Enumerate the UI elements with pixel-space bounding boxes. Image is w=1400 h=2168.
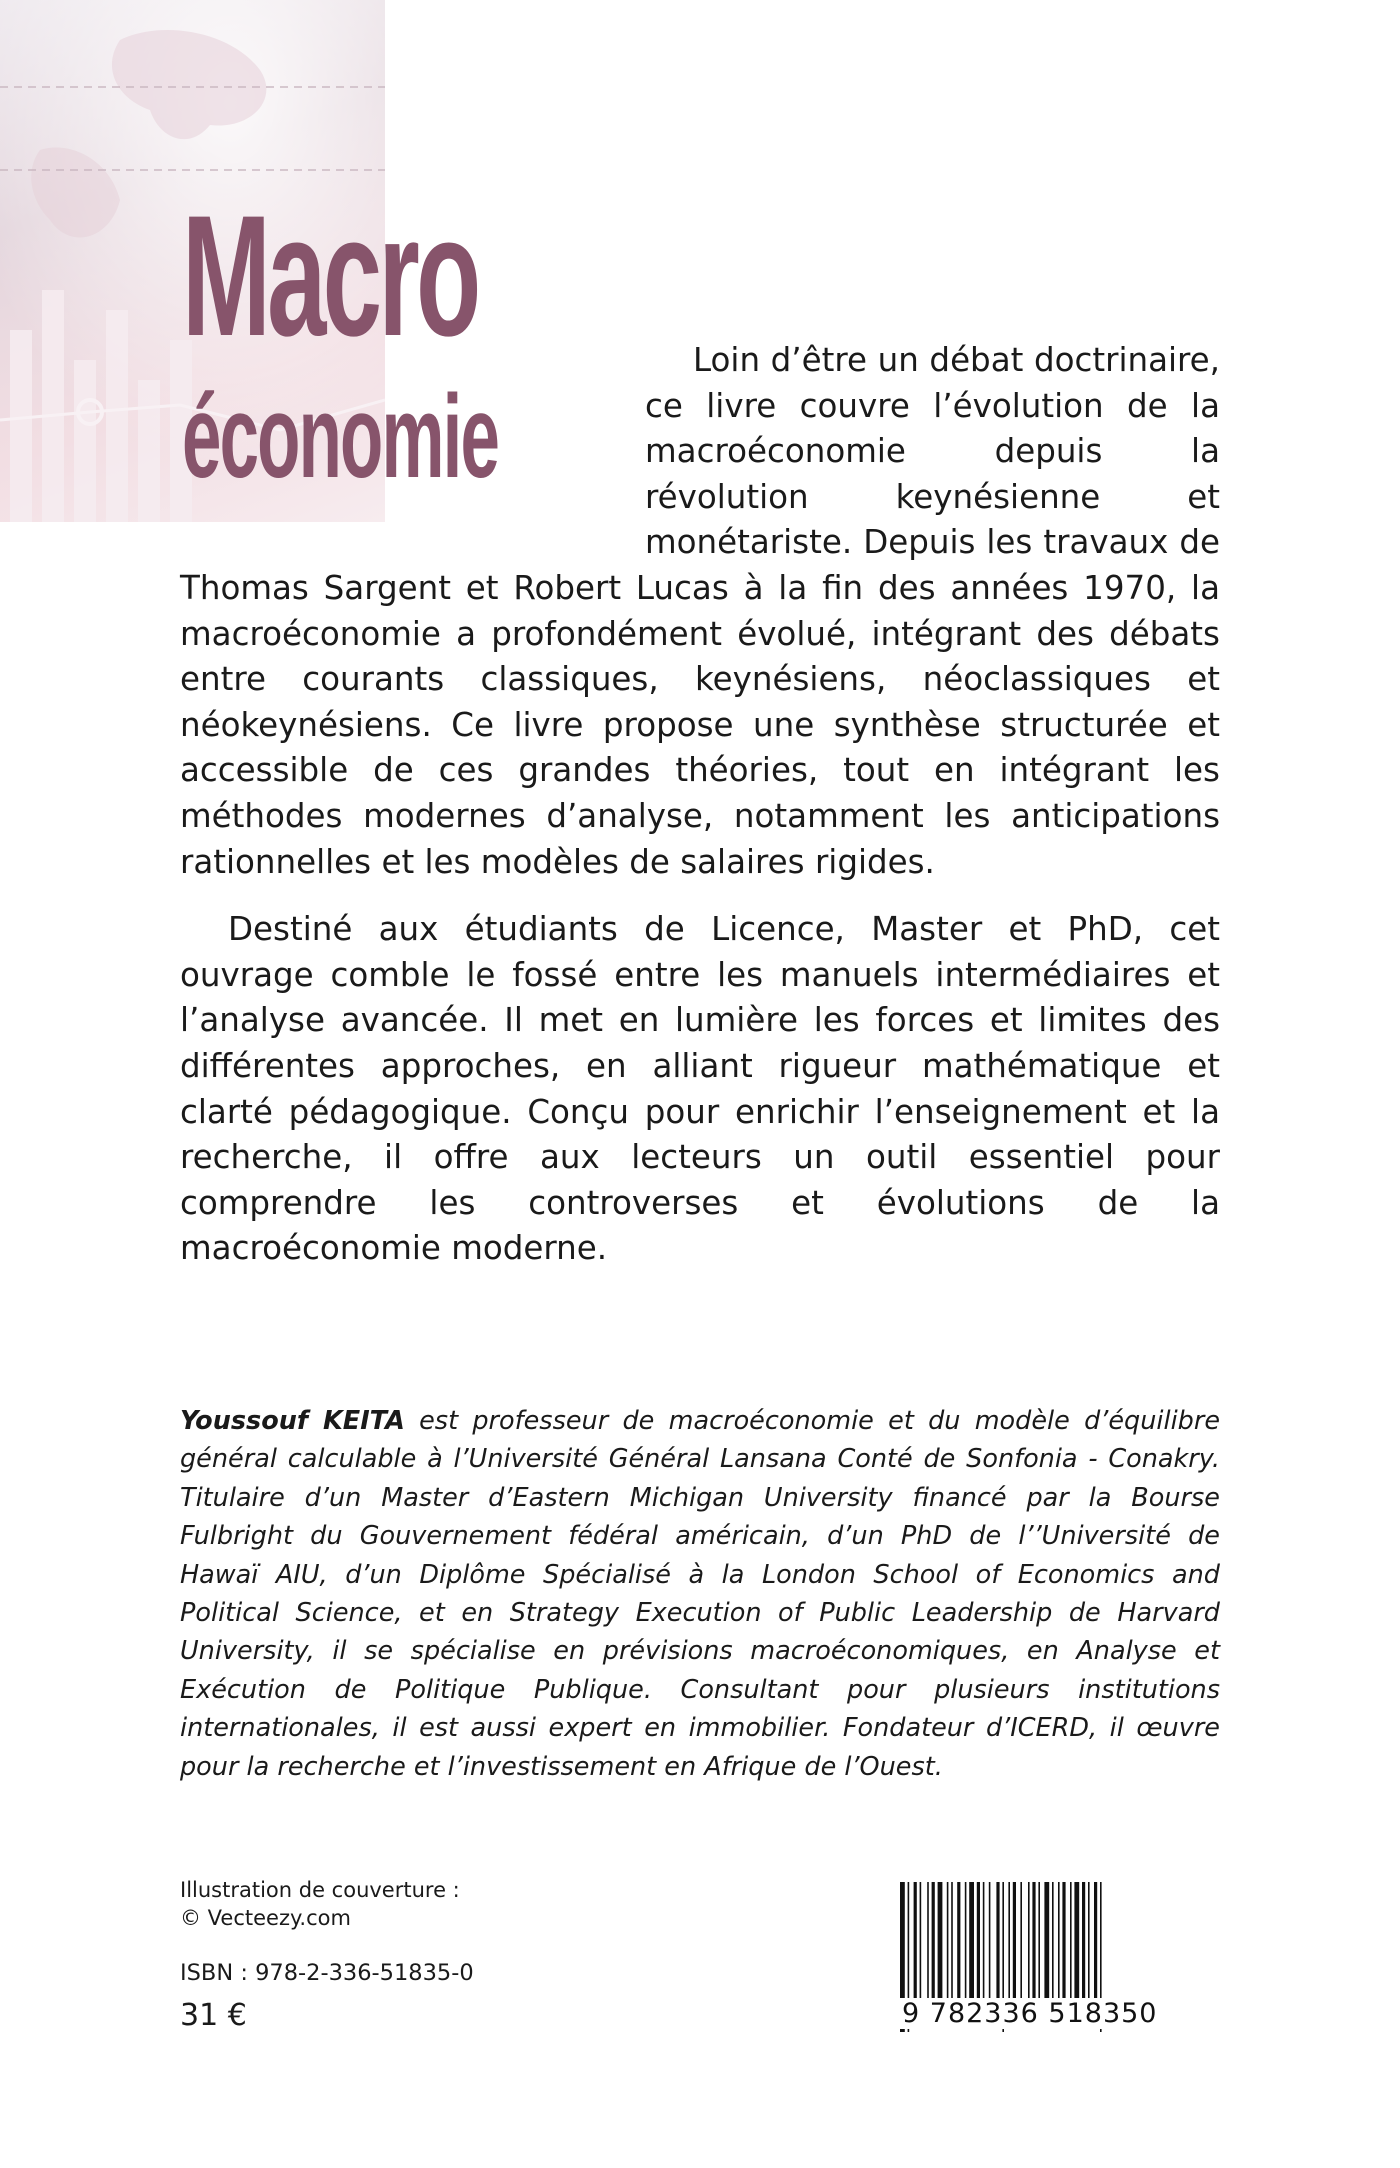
author-bio — [180, 1402, 1220, 1786]
description — [180, 338, 1220, 1272]
title-line-2: économie — [182, 371, 499, 503]
title-float-spacer — [180, 338, 645, 563]
description-paragraph-1: Loin d’être un débat doctrinaire, ce livre couvre l’évolution de la macroéconomie depuis la révolution keynésienne et monétariste. Depuis les travaux de Thomas Sargent et Robert Lucas à la fin des années 1970, la macroéconomie a profondément évolué, intégrant des débats entre courants classiques, keynésiens, néoclassiques et néokeynésiens. Ce livre propose une synthèse structurée et accessible de ces grandes théories, tout en intégrant les méthodes modernes d’analyse, notamment les anticipations rationnelles et les modèles de salaires rigides. — [180, 341, 1220, 881]
description-paragraph-2: Destiné aux étudiants de Licence, Master et PhD, cet ouvrage comble le fossé entre les manuels intermédiaires et l’analyse avancée. Il met en lumière les forces et limites des différentes approches, en alliant rigueur mathématique et clarté pédagogique. Conçu pour enrichir l’enseignement et la recherche, il offre aux lecteurs un outil essentiel pour comprendre les controverses et évolutions de la macroéconomie moderne. — [180, 910, 1220, 1268]
author-bio-text: est professeur de macroéconomie et du modèle d’équilibre général calculable à l’Université Général Lansana Conté de Sonfonia - Conakry. Titulaire d’un Master d’Eastern Michigan University financé par la Bourse Fulbright du Gouvernement fédéral américain, d’un PhD de l’’Université de Hawaï AIU, d’un Diplôme Spécialisé à la London School of Economics and Political Science, et en Strategy Execution of Public Leadership de Harvard University, il se spécialise en prévisions macroéconomiques, en Analyse et Exécution de Politique Publique. Consultant pour plusieurs institutions internationales, il est aussi expert en immobilier. Fondateur d’ICERD, il œuvre pour la recherche et l’investissement en Afrique de l’Ouest. — [180, 1406, 1221, 1782]
illustration-credit — [180, 1876, 460, 1932]
author-name: Youssouf KEITA — [180, 1406, 405, 1436]
barcode-digits — [900, 1998, 1220, 2029]
isbn: ISBN : 978-2-336-51835-0 — [180, 1960, 474, 1986]
illustration-source: © Vecteezy.com — [180, 1906, 351, 1930]
price: 31 € — [180, 1998, 247, 2033]
illustration-label: Illustration de couverture : — [180, 1878, 460, 1902]
title-line-1: Macro — [182, 180, 478, 372]
barcode-number: 9 782336 518350 — [902, 1998, 1158, 2029]
